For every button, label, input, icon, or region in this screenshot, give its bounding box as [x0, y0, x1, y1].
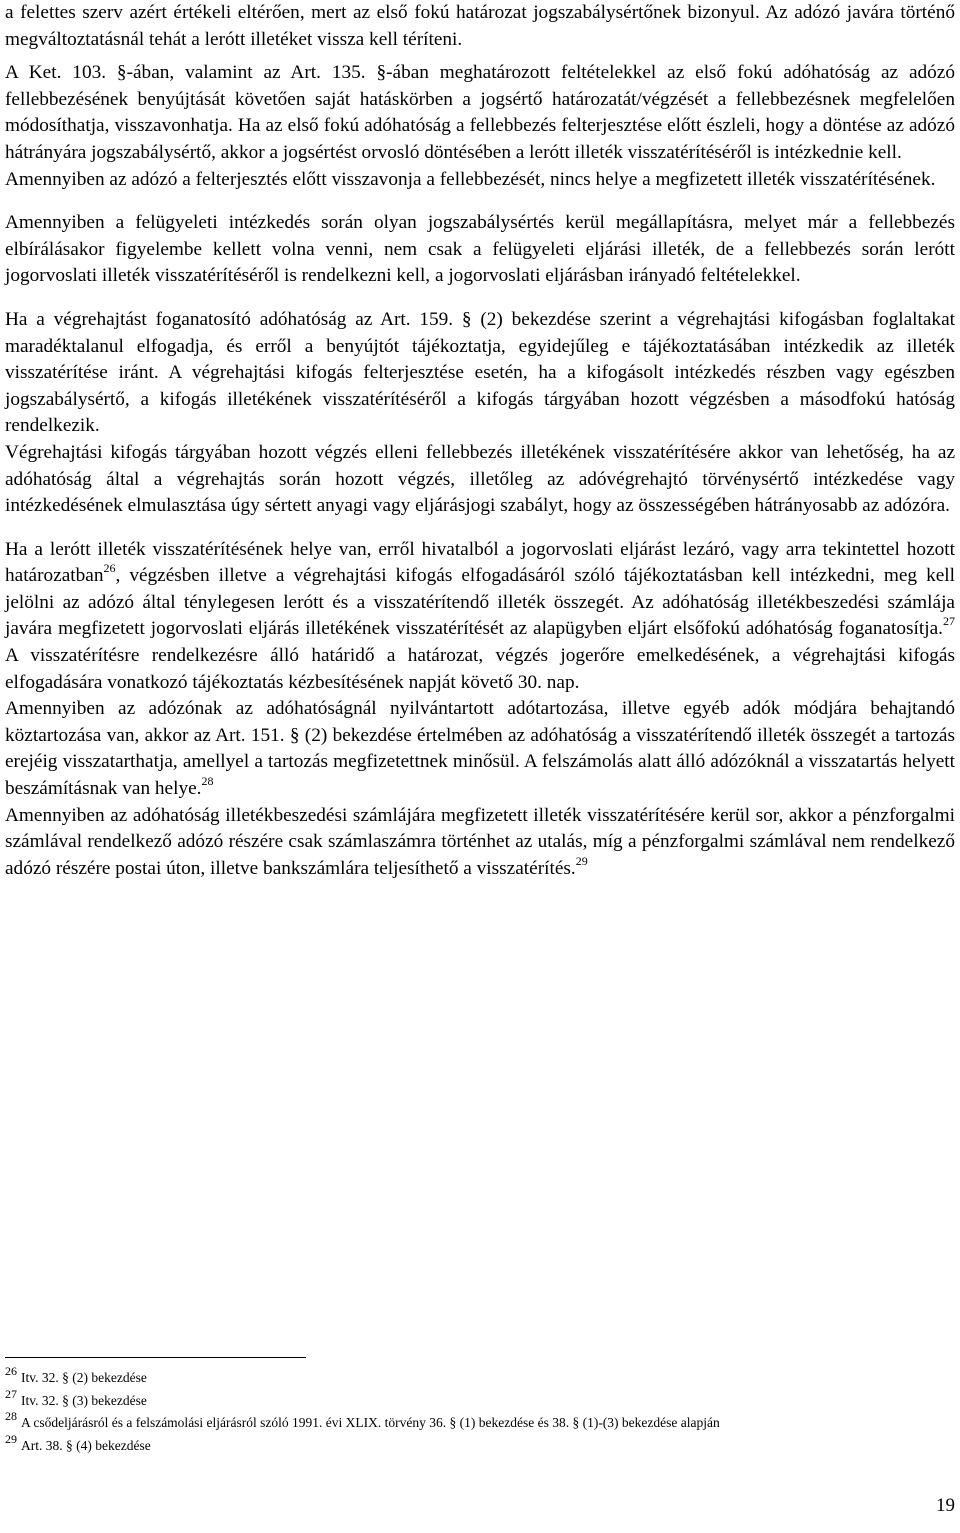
paragraph-ket-art: A Ket. 103. §-ában, valamint az Art. 135. §-ában meghatározott feltételekkel az első fokú adóhatóság az adózó fellebbezésének benyújtását követően saját hatáskörben a jogsértő határozatát/végzését a fellebbezésnek megfelelően módosíthatja, visszavonhatja. Ha az első fokú adóhatóság a fellebbezés felterjesztése előtt észleli, hogy a döntése az adózó hátrányára jogszabálysértő, akkor a jogsértést orvosló döntésében a lerótt illeték visszatérítéséről is intézkednie kell.: [5, 62, 955, 163]
footnote-reference: 28: [201, 774, 214, 789]
footnote-text: Itv. 32. § (2) bekezdése: [21, 1370, 147, 1385]
paragraph-gap: [5, 193, 955, 210]
paragraph-continuation: a felettes szerv azért értékeli eltérően, mert az első fokú határozat jogszabálysértőnek bizonyul. Az adózó javára történő megváltoztatásnál tehát a lerótt illetéket vissza kell téríteni.: [5, 2, 955, 50]
footnote: [5, 1364, 955, 1390]
footnote-reference: 27: [943, 614, 955, 629]
footnotes: [5, 1364, 955, 1457]
paragraph-text: Amennyiben az adóhatóság illetékbeszedési számlájára megfizetett illeték visszatérítésére kerül sor, akkor a pénzforgalmi számlával rendelkező adózó részére csak számlaszámra történhet az utalás, míg a pénzforgalmi számlával nem rendelkező adózó részére postai úton, illetve bankszámlára teljesíthető a visszatérítés.: [5, 804, 955, 879]
paragraph-gap: [5, 520, 955, 537]
paragraph-gap: [5, 290, 955, 307]
paragraph-appeal-refund: Végrehajtási kifogás tárgyában hozott végzés elleni fellebbezés illetékének visszatérítésére akkor van lehetőség, ha az adóhatóság által a végrehajtás során hozott végzés, illetőleg az adóvégrehajtó törvénysértő intézkedése vagy intézkedésének elmulasztása úgy sértett anyagi vagy eljárásjogi szabályt, hogy az összességében hátrányosabb az adózóra.: [5, 441, 955, 517]
footnote: [5, 1409, 955, 1435]
footnote-text: A csődeljárásról és a felszámolási eljárásról szóló 1991. évi XLIX. törvény 36. § (1) bekezdése és 38. § (1)-(3) bekezdése alapján: [21, 1415, 720, 1430]
footnote-text: Itv. 32. § (3) bekezdése: [21, 1392, 147, 1408]
paragraph-text: Amennyiben az adózónak az adóhatóságnál nyilvántartott adótartozása, illetve egyéb adók módjára behajtandó köztartozása van, akkor az Art. 151. § (2) bekezdése értelmében az adóhatóság a visszatérítendő illeték összegét a tartozás erejéig visszatarthatja, amellyel a tartozás megfizetettnek minősül. A felszámolás alatt álló adózóknál a visszatartás helyett beszámításnak van helye.: [5, 698, 955, 800]
paragraph-transfer: [5, 803, 955, 883]
footnote-reference: 29: [575, 853, 588, 868]
paragraph-text: , végzésben illetve a végrehajtási kifogás elfogadásáról szóló tájékoztatásban kell intézkedni, meg kell jelölni az adózó által ténylegesen lerótt és a visszatérítendő illeték összegét. Az adóhatóság illetékbeszedési számlája javára megfizetett jogorvoslati eljárás illetékének visszatérítését az alapügyben eljárt elsőfokú adóhatóság foganatosítja.: [5, 565, 955, 640]
paragraph-text: Ha a lerótt illeték visszatérítésének helye van, erről hivatalból a jogorvoslati eljárást lezáró, vagy arra tekintettel hozott határozatban: [5, 538, 955, 587]
paragraph-withdrawal: Amennyiben az adózó a felterjesztés előtt visszavonja a fellebbezését, nincs helye a megfizetett illeték visszatérítésének.: [5, 168, 936, 190]
footnote: [5, 1431, 955, 1458]
paragraph-supervisory: Amennyiben a felügyeleti intézkedés során olyan jogszabálysértés kerül megállapításra, melyet már a fellebbezés elbírálásakor figyelembe kellett volna venni, nem csak a felügyeleti eljárási illeték, de a fellebbezés során lerótt jogorvoslati illeték visszatérítéséről is rendelkezni kell, a jogorvoslati eljárásban irányadó feltételekkel.: [5, 212, 955, 287]
paragraph-enforcement-objection: Ha a végrehajtást foganatosító adóhatóság az Art. 159. § (2) bekezdése szerint a végrehajtási kifogásban foglaltakat maradéktalanul elfogadja, és erről a benyújtót tájékoztatja, egyidejűleg e tájékoztatásában intézkedik az illeték visszatérítése iránt. A végrehajtási kifogás felterjesztése esetén, ha a kifogásolt intézkedés részben vagy egészben jogszabálysértő, a kifogás illetékének visszatérítéséről a kifogás tárgyában hozott végzésben a másodfokú hatóság rendelkezik.: [5, 308, 955, 437]
paragraph-text: A visszatérítésre rendelkezésre álló határidő a határozat, végzés jogerőre emelkedésének, a végrehajtási kifogás elfogadására vonatkozó tájékoztatás kézbesítésének napját követő 30. nap.: [5, 645, 955, 693]
footnote-separator: [5, 1357, 306, 1358]
footnote-number: 26: [5, 1364, 17, 1378]
paragraph-refund-decision: [5, 537, 955, 697]
page-number: 19: [936, 1495, 955, 1516]
footnote: [5, 1386, 955, 1413]
document-body: [5, 0, 955, 882]
footnote-text: Art. 38. § (4) bekezdése: [21, 1437, 151, 1453]
paragraph-gap: [5, 53, 955, 60]
footnote-number: 27: [5, 1386, 17, 1401]
footnote-number: 29: [5, 1431, 17, 1446]
paragraph-set-off: [5, 696, 955, 802]
footnote-reference: 26: [103, 561, 116, 576]
footnote-number: 28: [5, 1409, 17, 1423]
